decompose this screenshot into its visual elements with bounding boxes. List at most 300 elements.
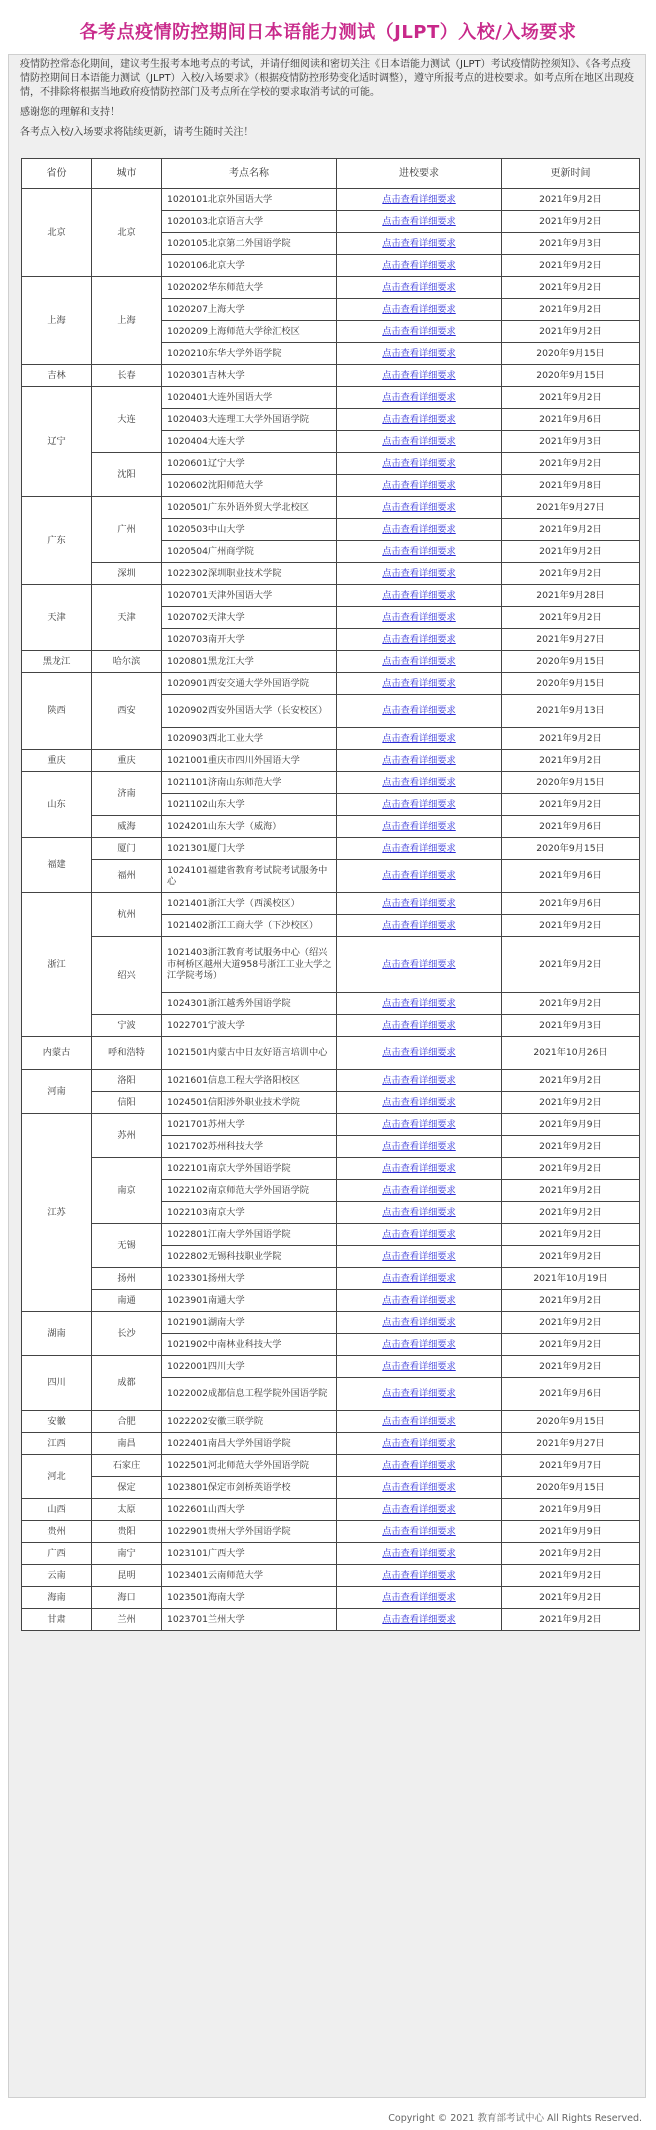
site-name-cell: 1024101福建省教育考试院考试服务中心 xyxy=(162,860,337,893)
table-row xyxy=(22,1224,640,1246)
updated-date-cell: 2021年9月2日 xyxy=(502,1070,640,1092)
updated-date-cell: 2020年9月15日 xyxy=(502,673,640,695)
site-name-cell: 1023801保定市剑桥英语学校 xyxy=(162,1477,337,1499)
updated-date-cell: 2021年9月3日 xyxy=(502,431,640,453)
view-requirements-link[interactable]: 点击查看详细要求 xyxy=(382,1481,456,1493)
city-cell: 厦门 xyxy=(92,838,162,860)
city-cell: 大连 xyxy=(92,387,162,453)
view-requirements-link[interactable]: 点击查看详细要求 xyxy=(382,997,456,1009)
table-row xyxy=(22,772,640,794)
site-name-cell: 1020101北京外国语大学 xyxy=(162,189,337,211)
requirement-cell xyxy=(337,673,502,695)
view-requirements-link[interactable]: 点击查看详细要求 xyxy=(382,369,456,381)
requirement-cell xyxy=(337,1180,502,1202)
site-name-cell: 1023301扬州大学 xyxy=(162,1268,337,1290)
updated-date-cell: 2021年9月13日 xyxy=(502,695,640,728)
city-cell: 保定 xyxy=(92,1477,162,1499)
city-cell: 扬州 xyxy=(92,1268,162,1290)
city-cell: 北京 xyxy=(92,189,162,277)
site-name-cell: 1020901西安交通大学外国语学院 xyxy=(162,673,337,695)
header-site: 考点名称 xyxy=(162,159,337,189)
requirement-cell xyxy=(337,1543,502,1565)
updated-date-cell: 2021年9月2日 xyxy=(502,453,640,475)
updated-date-cell: 2021年9月2日 xyxy=(502,1334,640,1356)
table-row xyxy=(22,893,640,915)
updated-date-cell: 2021年9月27日 xyxy=(502,1433,640,1455)
updated-date-cell: 2021年9月2日 xyxy=(502,1180,640,1202)
requirement-cell xyxy=(337,750,502,772)
updated-date-cell: 2021年9月9日 xyxy=(502,1499,640,1521)
updated-date-cell: 2021年9月2日 xyxy=(502,607,640,629)
site-name-cell: 1024501信阳涉外职业技术学院 xyxy=(162,1092,337,1114)
view-requirements-link[interactable]: 点击查看详细要求 xyxy=(382,1360,456,1372)
view-requirements-link[interactable]: 点击查看详细要求 xyxy=(382,347,456,359)
site-name-cell: 1022103南京大学 xyxy=(162,1202,337,1224)
requirement-cell xyxy=(337,541,502,563)
view-requirements-link[interactable]: 点击查看详细要求 xyxy=(382,545,456,557)
city-cell: 海口 xyxy=(92,1587,162,1609)
update-notice: 各考点入校/入场要求将陆续更新，请考生随时关注！ xyxy=(20,127,254,138)
table-row xyxy=(22,1037,640,1070)
table-row xyxy=(22,838,640,860)
site-name-cell: 1021102山东大学 xyxy=(162,794,337,816)
view-requirements-link[interactable]: 点击查看详细要求 xyxy=(382,1503,456,1515)
header-updated: 更新时间 xyxy=(502,159,640,189)
requirement-cell xyxy=(337,772,502,794)
table-row xyxy=(22,673,640,695)
view-requirements-link[interactable]: 点击查看详细要求 xyxy=(382,1525,456,1537)
updated-date-cell: 2021年9月7日 xyxy=(502,1455,640,1477)
view-requirements-link[interactable]: 点击查看详细要求 xyxy=(382,958,456,970)
province-cell: 云南 xyxy=(22,1565,92,1587)
city-cell: 重庆 xyxy=(92,750,162,772)
updated-date-cell: 2021年9月2日 xyxy=(502,915,640,937)
site-name-cell: 1020703南开大学 xyxy=(162,629,337,651)
view-requirements-link[interactable]: 点击查看详细要求 xyxy=(382,1272,456,1284)
requirement-cell xyxy=(337,1290,502,1312)
site-name-cell: 1022701宁波大学 xyxy=(162,1015,337,1037)
updated-date-cell: 2021年9月2日 xyxy=(502,519,640,541)
site-name-cell: 1022901贵州大学外国语学院 xyxy=(162,1521,337,1543)
requirement-cell xyxy=(337,860,502,893)
site-name-cell: 1021001重庆市四川外国语大学 xyxy=(162,750,337,772)
city-cell: 西安 xyxy=(92,673,162,750)
view-requirements-link[interactable]: 点击查看详细要求 xyxy=(382,193,456,205)
view-requirements-link[interactable]: 点击查看详细要求 xyxy=(382,259,456,271)
city-cell: 成都 xyxy=(92,1356,162,1411)
view-requirements-link[interactable]: 点击查看详细要求 xyxy=(382,1613,456,1625)
city-cell: 昆明 xyxy=(92,1565,162,1587)
table-row xyxy=(22,1455,640,1477)
city-cell: 哈尔滨 xyxy=(92,651,162,673)
site-name-cell: 1021101济南山东师范大学 xyxy=(162,772,337,794)
view-requirements-link[interactable]: 点击查看详细要求 xyxy=(382,1294,456,1306)
requirement-cell xyxy=(337,629,502,651)
updated-date-cell: 2021年9月2日 xyxy=(502,1356,640,1378)
table-row xyxy=(22,1587,640,1609)
view-requirements-link[interactable]: 点击查看详细要求 xyxy=(382,237,456,249)
city-cell: 长春 xyxy=(92,365,162,387)
site-name-cell: 1020106北京大学 xyxy=(162,255,337,277)
site-name-cell: 1022002成都信息工程学院外国语学院 xyxy=(162,1378,337,1411)
requirement-cell xyxy=(337,1015,502,1037)
header-requirement: 进校要求 xyxy=(337,159,502,189)
province-cell: 贵州 xyxy=(22,1521,92,1543)
updated-date-cell: 2021年9月2日 xyxy=(502,321,640,343)
view-requirements-link[interactable]: 点击查看详细要求 xyxy=(382,567,456,579)
copyright-footer: Copyright © 2021 教育部考试中心 All Rights Reserved. xyxy=(388,2113,642,2124)
site-name-cell: 1023101广西大学 xyxy=(162,1543,337,1565)
page-title: 各考点疫情防控期间日本语能力测试（JLPT）入校/入场要求 xyxy=(79,22,577,43)
table-row xyxy=(22,1521,640,1543)
site-name-cell: 1022601山西大学 xyxy=(162,1499,337,1521)
updated-date-cell: 2021年9月2日 xyxy=(502,189,640,211)
province-cell: 河南 xyxy=(22,1070,92,1114)
province-cell: 内蒙古 xyxy=(22,1037,92,1070)
view-requirements-link[interactable]: 点击查看详细要求 xyxy=(382,1019,456,1031)
intro-paragraph: 疫情防控常态化期间，建议考生报考本地考点的考试，并请仔细阅读和密切关注《日本语能力测试（JLPT）考试疫情防控须知》、《各考点疫情防控期间日本语能力测试（JLPT）入校/入场要求》（根据疫情防控形势变化适时调整），遵守所报考点的进校要求。如考点所在地区出现疫情，不排除将根据当地政府疫情防控部门及考点所在学校的要求取消考试的可能。 xyxy=(20,59,635,98)
updated-date-cell: 2021年9月2日 xyxy=(502,1224,640,1246)
view-requirements-link[interactable]: 点击查看详细要求 xyxy=(382,435,456,447)
requirement-cell xyxy=(337,475,502,497)
updated-date-cell: 2021年9月27日 xyxy=(502,497,640,519)
view-requirements-link[interactable]: 点击查看详细要求 xyxy=(382,1206,456,1218)
province-cell: 黑龙江 xyxy=(22,651,92,673)
view-requirements-link[interactable]: 点击查看详细要求 xyxy=(382,303,456,315)
updated-date-cell: 2021年9月2日 xyxy=(502,1290,640,1312)
city-cell: 石家庄 xyxy=(92,1455,162,1477)
updated-date-cell: 2021年9月2日 xyxy=(502,937,640,993)
site-name-cell: 1021403浙江教育考试服务中心（绍兴市柯桥区越州大道958号浙江工业大学之江学院考场） xyxy=(162,937,337,993)
table-row xyxy=(22,585,640,607)
requirement-cell xyxy=(337,838,502,860)
table-row xyxy=(22,1290,640,1312)
requirement-cell xyxy=(337,233,502,255)
city-cell: 福州 xyxy=(92,860,162,893)
updated-date-cell: 2021年9月9日 xyxy=(502,1521,640,1543)
city-cell: 合肥 xyxy=(92,1411,162,1433)
updated-date-cell: 2021年9月2日 xyxy=(502,794,640,816)
updated-date-cell: 2021年9月6日 xyxy=(502,409,640,431)
site-name-cell: 1020701天津外国语大学 xyxy=(162,585,337,607)
city-cell: 威海 xyxy=(92,816,162,838)
requirement-cell xyxy=(337,431,502,453)
view-requirements-link[interactable]: 点击查看详细要求 xyxy=(382,589,456,601)
city-cell: 兰州 xyxy=(92,1609,162,1631)
header-province: 省份 xyxy=(22,159,92,189)
table-row xyxy=(22,1312,640,1334)
view-requirements-link[interactable]: 点击查看详细要求 xyxy=(382,457,456,469)
city-cell: 沈阳 xyxy=(92,453,162,497)
city-cell: 无锡 xyxy=(92,1224,162,1268)
table-row xyxy=(22,816,640,838)
site-name-cell: 1020105北京第二外国语学院 xyxy=(162,233,337,255)
province-cell: 浙江 xyxy=(22,893,92,1037)
province-cell: 天津 xyxy=(22,585,92,651)
requirement-cell xyxy=(337,1268,502,1290)
updated-date-cell: 2021年9月2日 xyxy=(502,993,640,1015)
table-row xyxy=(22,277,640,299)
table-row xyxy=(22,189,640,211)
updated-date-cell: 2021年9月2日 xyxy=(502,1246,640,1268)
view-requirements-link[interactable]: 点击查看详细要求 xyxy=(382,1250,456,1262)
province-cell: 上海 xyxy=(22,277,92,365)
requirement-cell xyxy=(337,1136,502,1158)
updated-date-cell: 2021年9月2日 xyxy=(502,277,640,299)
view-requirements-link[interactable]: 点击查看详细要求 xyxy=(382,897,456,909)
view-requirements-link[interactable]: 点击查看详细要求 xyxy=(382,1388,456,1400)
requirement-cell xyxy=(337,387,502,409)
site-name-cell: 1022302深圳职业技术学院 xyxy=(162,563,337,585)
site-name-cell: 1022801江南大学外国语学院 xyxy=(162,1224,337,1246)
requirement-cell xyxy=(337,1378,502,1411)
province-cell: 北京 xyxy=(22,189,92,277)
site-name-cell: 1020103北京语言大学 xyxy=(162,211,337,233)
requirement-cell xyxy=(337,409,502,431)
province-cell: 福建 xyxy=(22,838,92,893)
site-name-cell: 1020601辽宁大学 xyxy=(162,453,337,475)
updated-date-cell: 2021年9月2日 xyxy=(502,728,640,750)
table-row xyxy=(22,860,640,893)
view-requirements-link[interactable]: 点击查看详细要求 xyxy=(382,1591,456,1603)
updated-date-cell: 2021年10月19日 xyxy=(502,1268,640,1290)
requirement-cell xyxy=(337,1114,502,1136)
site-name-cell: 1020503中山大学 xyxy=(162,519,337,541)
view-requirements-link[interactable]: 点击查看详细要求 xyxy=(382,798,456,810)
view-requirements-link[interactable]: 点击查看详细要求 xyxy=(382,1415,456,1427)
site-name-cell: 1020903西北工业大学 xyxy=(162,728,337,750)
requirement-cell xyxy=(337,497,502,519)
view-requirements-link[interactable]: 点击查看详细要求 xyxy=(382,1140,456,1152)
view-requirements-link[interactable]: 点击查看详细要求 xyxy=(382,705,456,717)
site-name-cell: 1021401浙江大学（西溪校区） xyxy=(162,893,337,915)
view-requirements-link[interactable]: 点击查看详细要求 xyxy=(382,325,456,337)
province-cell: 江西 xyxy=(22,1433,92,1455)
view-requirements-link[interactable]: 点击查看详细要求 xyxy=(382,479,456,491)
requirement-cell xyxy=(337,189,502,211)
updated-date-cell: 2020年9月15日 xyxy=(502,343,640,365)
site-name-cell: 1020207上海大学 xyxy=(162,299,337,321)
updated-date-cell: 2021年9月2日 xyxy=(502,1587,640,1609)
view-requirements-link[interactable]: 点击查看详细要求 xyxy=(382,413,456,425)
province-cell: 重庆 xyxy=(22,750,92,772)
requirement-cell xyxy=(337,1565,502,1587)
updated-date-cell: 2020年9月15日 xyxy=(502,651,640,673)
requirement-cell xyxy=(337,277,502,299)
requirement-cell xyxy=(337,1312,502,1334)
header-city: 城市 xyxy=(92,159,162,189)
view-requirements-link[interactable]: 点击查看详细要求 xyxy=(382,732,456,744)
updated-date-cell: 2021年9月2日 xyxy=(502,1092,640,1114)
view-requirements-link[interactable]: 点击查看详细要求 xyxy=(382,655,456,667)
updated-date-cell: 2021年9月3日 xyxy=(502,1015,640,1037)
view-requirements-link[interactable]: 点击查看详细要求 xyxy=(382,1118,456,1130)
table-row xyxy=(22,1565,640,1587)
view-requirements-link[interactable]: 点击查看详细要求 xyxy=(382,501,456,513)
updated-date-cell: 2021年9月6日 xyxy=(502,893,640,915)
requirement-cell xyxy=(337,1477,502,1499)
updated-date-cell: 2021年9月2日 xyxy=(502,1312,640,1334)
site-name-cell: 1023501海南大学 xyxy=(162,1587,337,1609)
updated-date-cell: 2021年9月2日 xyxy=(502,750,640,772)
table-row xyxy=(22,1477,640,1499)
requirement-cell xyxy=(337,915,502,937)
province-cell: 吉林 xyxy=(22,365,92,387)
table-row xyxy=(22,365,640,387)
requirement-cell xyxy=(337,563,502,585)
city-cell: 上海 xyxy=(92,277,162,365)
view-requirements-link[interactable]: 点击查看详细要求 xyxy=(382,1338,456,1350)
view-requirements-link[interactable]: 点击查看详细要求 xyxy=(382,754,456,766)
table-row xyxy=(22,651,640,673)
requirement-cell xyxy=(337,816,502,838)
view-requirements-link[interactable]: 点击查看详细要求 xyxy=(382,523,456,535)
table-row xyxy=(22,750,640,772)
site-name-cell: 1021501内蒙古中日友好语言培训中心 xyxy=(162,1037,337,1070)
province-cell: 陕西 xyxy=(22,673,92,750)
site-name-cell: 1020404大连大学 xyxy=(162,431,337,453)
view-requirements-link[interactable]: 点击查看详细要求 xyxy=(382,677,456,689)
requirement-cell xyxy=(337,211,502,233)
site-name-cell: 1020403大连理工大学外国语学院 xyxy=(162,409,337,431)
site-name-cell: 1022802无锡科技职业学院 xyxy=(162,1246,337,1268)
updated-date-cell: 2021年9月6日 xyxy=(502,816,640,838)
view-requirements-link[interactable]: 点击查看详细要求 xyxy=(382,611,456,623)
city-cell: 太原 xyxy=(92,1499,162,1521)
city-cell: 南通 xyxy=(92,1290,162,1312)
view-requirements-link[interactable]: 点击查看详细要求 xyxy=(382,281,456,293)
updated-date-cell: 2021年9月6日 xyxy=(502,1378,640,1411)
updated-date-cell: 2020年9月15日 xyxy=(502,772,640,794)
city-cell: 宁波 xyxy=(92,1015,162,1037)
province-cell: 河北 xyxy=(22,1455,92,1499)
updated-date-cell: 2021年9月2日 xyxy=(502,255,640,277)
requirement-cell xyxy=(337,321,502,343)
site-name-cell: 1024301浙江越秀外国语学院 xyxy=(162,993,337,1015)
city-cell: 南京 xyxy=(92,1158,162,1224)
requirement-cell xyxy=(337,1158,502,1180)
table-row xyxy=(22,1015,640,1037)
view-requirements-link[interactable]: 点击查看详细要求 xyxy=(382,1184,456,1196)
province-cell: 甘肃 xyxy=(22,1609,92,1631)
city-cell: 呼和浩特 xyxy=(92,1037,162,1070)
province-cell: 山东 xyxy=(22,772,92,838)
province-cell: 辽宁 xyxy=(22,387,92,497)
requirement-cell xyxy=(337,1202,502,1224)
site-name-cell: 1020801黑龙江大学 xyxy=(162,651,337,673)
view-requirements-link[interactable]: 点击查看详细要求 xyxy=(382,1316,456,1328)
view-requirements-link[interactable]: 点击查看详细要求 xyxy=(382,391,456,403)
site-name-cell: 1022001四川大学 xyxy=(162,1356,337,1378)
requirement-cell xyxy=(337,1070,502,1092)
requirement-cell xyxy=(337,255,502,277)
site-name-cell: 1021902中南林业科技大学 xyxy=(162,1334,337,1356)
requirement-cell xyxy=(337,1609,502,1631)
requirement-cell xyxy=(337,1455,502,1477)
table-row xyxy=(22,1609,640,1631)
view-requirements-link[interactable]: 点击查看详细要求 xyxy=(382,1547,456,1559)
site-name-cell: 1020602沈阳师范大学 xyxy=(162,475,337,497)
requirement-cell xyxy=(337,585,502,607)
view-requirements-link[interactable]: 点击查看详细要求 xyxy=(382,1459,456,1471)
site-name-cell: 1022401南昌大学外国语学院 xyxy=(162,1433,337,1455)
table-row xyxy=(22,1411,640,1433)
site-name-cell: 1022102南京师范大学外国语学院 xyxy=(162,1180,337,1202)
view-requirements-link[interactable]: 点击查看详细要求 xyxy=(382,870,456,882)
table-row xyxy=(22,563,640,585)
view-requirements-link[interactable]: 点击查看详细要求 xyxy=(382,919,456,931)
province-cell: 安徽 xyxy=(22,1411,92,1433)
table-row xyxy=(22,1356,640,1378)
updated-date-cell: 2021年9月2日 xyxy=(502,1609,640,1631)
province-cell: 海南 xyxy=(22,1587,92,1609)
table-row xyxy=(22,453,640,475)
city-cell: 深圳 xyxy=(92,563,162,585)
requirement-cell xyxy=(337,607,502,629)
site-name-cell: 1020504广州商学院 xyxy=(162,541,337,563)
city-cell: 济南 xyxy=(92,772,162,816)
view-requirements-link[interactable]: 点击查看详细要求 xyxy=(382,633,456,645)
requirement-cell xyxy=(337,453,502,475)
updated-date-cell: 2020年9月15日 xyxy=(502,365,640,387)
site-name-cell: 1020902西安外国语大学（长安校区） xyxy=(162,695,337,728)
updated-date-cell: 2021年9月2日 xyxy=(502,1565,640,1587)
updated-date-cell: 2020年9月15日 xyxy=(502,1411,640,1433)
requirement-cell xyxy=(337,1037,502,1070)
view-requirements-link[interactable]: 点击查看详细要求 xyxy=(382,1569,456,1581)
view-requirements-link[interactable]: 点击查看详细要求 xyxy=(382,776,456,788)
city-cell: 苏州 xyxy=(92,1114,162,1158)
requirement-cell xyxy=(337,343,502,365)
province-cell: 广东 xyxy=(22,497,92,585)
table-header-row xyxy=(22,159,640,189)
requirement-cell xyxy=(337,695,502,728)
requirement-cell xyxy=(337,519,502,541)
view-requirements-link[interactable]: 点击查看详细要求 xyxy=(382,1074,456,1086)
requirement-cell xyxy=(337,651,502,673)
view-requirements-link[interactable]: 点击查看详细要求 xyxy=(382,842,456,854)
updated-date-cell: 2021年9月9日 xyxy=(502,1114,640,1136)
updated-date-cell: 2021年9月2日 xyxy=(502,1136,640,1158)
city-cell: 绍兴 xyxy=(92,937,162,1015)
updated-date-cell: 2021年9月2日 xyxy=(502,1543,640,1565)
view-requirements-link[interactable]: 点击查看详细要求 xyxy=(382,1162,456,1174)
site-name-cell: 1023401云南师范大学 xyxy=(162,1565,337,1587)
requirement-cell xyxy=(337,299,502,321)
table-row xyxy=(22,1433,640,1455)
site-name-cell: 1021901湖南大学 xyxy=(162,1312,337,1334)
requirements-table xyxy=(21,158,640,1631)
view-requirements-link[interactable]: 点击查看详细要求 xyxy=(382,1047,456,1059)
view-requirements-link[interactable]: 点击查看详细要求 xyxy=(382,215,456,227)
city-cell: 洛阳 xyxy=(92,1070,162,1092)
updated-date-cell: 2021年9月2日 xyxy=(502,541,640,563)
thanks-text: 感谢您的理解和支持！ xyxy=(20,107,120,118)
requirement-cell xyxy=(337,1411,502,1433)
province-cell: 江苏 xyxy=(22,1114,92,1312)
view-requirements-link[interactable]: 点击查看详细要求 xyxy=(382,1228,456,1240)
view-requirements-link[interactable]: 点击查看详细要求 xyxy=(382,1096,456,1108)
requirement-cell xyxy=(337,1092,502,1114)
view-requirements-link[interactable]: 点击查看详细要求 xyxy=(382,820,456,832)
requirement-cell xyxy=(337,1224,502,1246)
updated-date-cell: 2021年9月2日 xyxy=(502,563,640,585)
updated-date-cell: 2021年9月2日 xyxy=(502,299,640,321)
table-row xyxy=(22,1114,640,1136)
updated-date-cell: 2021年10月26日 xyxy=(502,1037,640,1070)
intro-section xyxy=(20,58,636,140)
view-requirements-link[interactable]: 点击查看详细要求 xyxy=(382,1437,456,1449)
